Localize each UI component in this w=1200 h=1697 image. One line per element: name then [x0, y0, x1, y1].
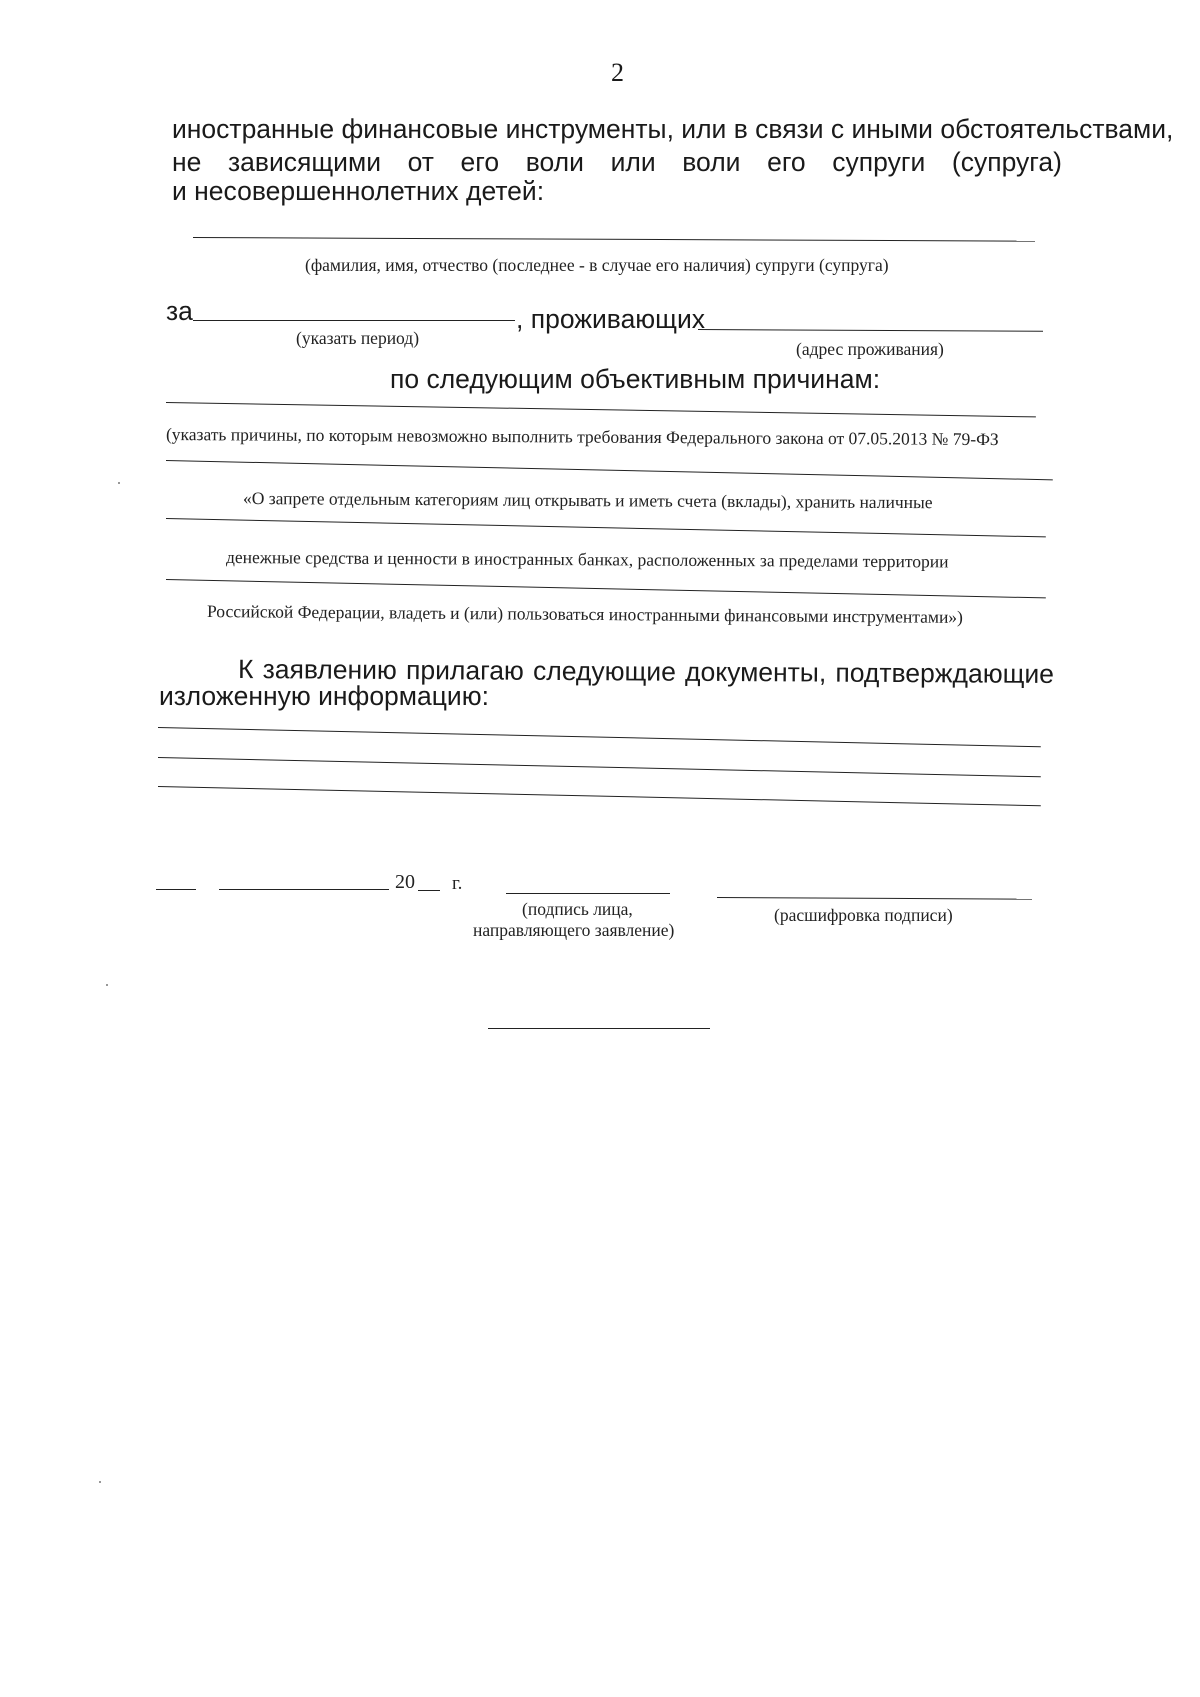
spouse-name-underline [193, 237, 1035, 242]
word: его [460, 147, 500, 177]
scan-speck [99, 1481, 101, 1483]
attachments-line-2: изложенную информацию: [159, 681, 489, 711]
date-year-prefix: 20 [395, 871, 415, 893]
word: воли [525, 147, 584, 177]
attachment-line-3 [158, 786, 1041, 806]
word: его [767, 147, 806, 177]
word: К [237, 654, 254, 685]
reasons-caption-2: «О запрете отдельным категориям лиц открывать и иметь счета (вклады), хранить наличные [242, 488, 933, 513]
reasons-caption-1: (указать причины, по которым невозможно выполнить требования Федерального закона от 07.05.2013 № 79-ФЗ [165, 424, 999, 450]
reasons-heading: по следующим объективным причинам: [390, 364, 881, 394]
living-label: , проживающих [516, 304, 706, 334]
reasons-line-2 [166, 460, 1053, 480]
word: не [172, 147, 202, 177]
signature-caption-2: направляющего заявление) [473, 920, 675, 940]
address-caption: (адрес проживания) [796, 339, 944, 359]
signature-caption-1: (подпись лица, [522, 899, 633, 919]
word: прилагаю [405, 655, 524, 686]
word: или [610, 147, 656, 177]
word: зависящими [228, 147, 381, 177]
word: супруги [832, 147, 926, 177]
date-day-underline [156, 889, 196, 890]
reasons-caption-4: Российской Федерации, владеть и (или) пользоваться иностранными финансовыми инструментами») [206, 601, 964, 627]
reasons-line-4 [166, 579, 1046, 598]
word: (супруга) [951, 147, 1062, 177]
period-underline [193, 320, 515, 321]
period-prefix: за [166, 296, 193, 326]
page-number: 2 [611, 58, 624, 87]
closing-separator [488, 1028, 710, 1029]
intro-line-1: иностранные финансовые инструменты, или в связи с иными обстоятельствами, [172, 114, 1174, 144]
intro-line-3: и несовершеннолетних детей: [172, 176, 545, 206]
word: воли [682, 147, 741, 177]
date-year-underline [418, 890, 440, 891]
attachment-line-2 [158, 757, 1041, 777]
signature-decode-underline [717, 897, 1032, 900]
word: от [407, 147, 434, 177]
spouse-name-caption: (фамилия, имя, отчество (последнее - в случае его наличия) супруги (супруга) [305, 255, 889, 275]
intro-line-2 [172, 149, 1062, 176]
period-caption: (указать период) [296, 328, 420, 348]
word: заявлению [262, 654, 397, 685]
word: подтверждающие [835, 657, 1055, 689]
date-month-underline [219, 889, 389, 890]
signature-decode-caption: (расшифровка подписи) [774, 905, 953, 925]
reasons-line-1 [166, 402, 1036, 417]
reasons-line-3 [166, 518, 1046, 537]
scan-speck [106, 984, 108, 986]
scan-speck [118, 482, 120, 484]
address-underline [698, 329, 1043, 332]
signature-underline [506, 893, 670, 894]
date-year-suffix: г. [452, 873, 463, 894]
reasons-caption-3: денежные средства и ценности в иностранных банках, расположенных за пределами территории [225, 547, 949, 572]
attachment-line-1 [158, 727, 1041, 747]
word: следующие [532, 655, 676, 687]
word: документы, [684, 656, 827, 688]
